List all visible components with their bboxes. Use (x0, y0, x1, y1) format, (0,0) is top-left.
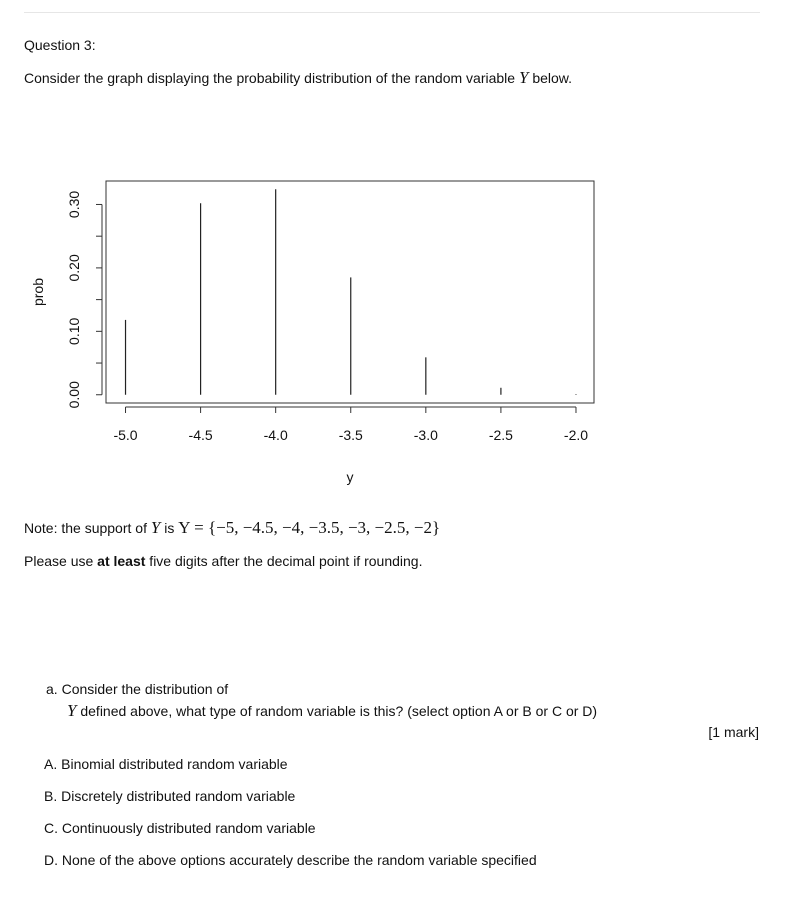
x-tick-label: -4.5 (188, 427, 213, 443)
probability-chart (0, 160, 640, 500)
support-note (24, 518, 440, 538)
rounding-text: Please use (24, 553, 98, 569)
option-letter: C. (44, 820, 58, 836)
option-letter: D. (44, 852, 58, 868)
option-letter: A. (44, 756, 58, 772)
option-letter: B. (44, 788, 58, 804)
part-a-line1: Consider the distribution of (61, 681, 229, 697)
y-axis-label: prob (30, 277, 46, 307)
y-tick-label: 0.20 (66, 254, 82, 282)
part-a-line2 (67, 701, 597, 721)
rounding-instruction (24, 553, 422, 569)
x-tick-label: -2.0 (563, 427, 589, 443)
top-divider (24, 12, 760, 13)
rounding-emphasis: at least (97, 553, 146, 569)
part-a-prompt (46, 681, 228, 697)
x-axis-label: y (346, 469, 354, 485)
option-text: Continuously distributed random variable (61, 820, 316, 836)
option-a[interactable] (44, 756, 288, 772)
option-text: Binomial distributed random variable (61, 756, 288, 772)
part-a-label: a. (46, 681, 58, 697)
support-set: Y = {−5, −4.5, −4, −3.5, −3, −2.5, −2} (178, 518, 441, 537)
x-tick-label: -3.0 (413, 427, 438, 443)
marks-badge: [1 mark] (708, 724, 759, 740)
y-tick-label: 0.00 (66, 381, 82, 409)
x-tick-label: -3.5 (338, 427, 363, 443)
intro-variable: Y (518, 68, 529, 87)
x-tick-label: -5.0 (113, 427, 138, 443)
intro-text-end: below. (528, 70, 573, 86)
option-d[interactable] (44, 852, 537, 868)
option-text: Discretely distributed random variable (61, 788, 296, 804)
question-title: Question 3: (24, 37, 96, 53)
note-variable: Y (150, 518, 161, 537)
part-a-variable: Y (67, 701, 77, 720)
option-c[interactable] (44, 820, 316, 836)
x-tick-label: -4.0 (263, 427, 288, 443)
intro-text: Consider the graph displaying the probability distribution of the random variable (24, 70, 519, 86)
question-intro (24, 68, 572, 88)
option-b[interactable] (44, 788, 295, 804)
note-is: is (160, 520, 179, 536)
plot-frame (106, 181, 594, 403)
rounding-text-end: five digits after the decimal point if rounding. (145, 553, 423, 569)
part-a-text: defined above, what type of random variable is this? (select option A or B or C or D) (76, 703, 598, 719)
y-tick-label: 0.10 (66, 317, 82, 345)
note-prefix: Note: the support of (24, 520, 151, 536)
x-tick-label: -2.5 (488, 427, 513, 443)
y-tick-label: 0.30 (66, 190, 82, 219)
option-text: None of the above options accurately describe the random variable specified (61, 852, 537, 868)
